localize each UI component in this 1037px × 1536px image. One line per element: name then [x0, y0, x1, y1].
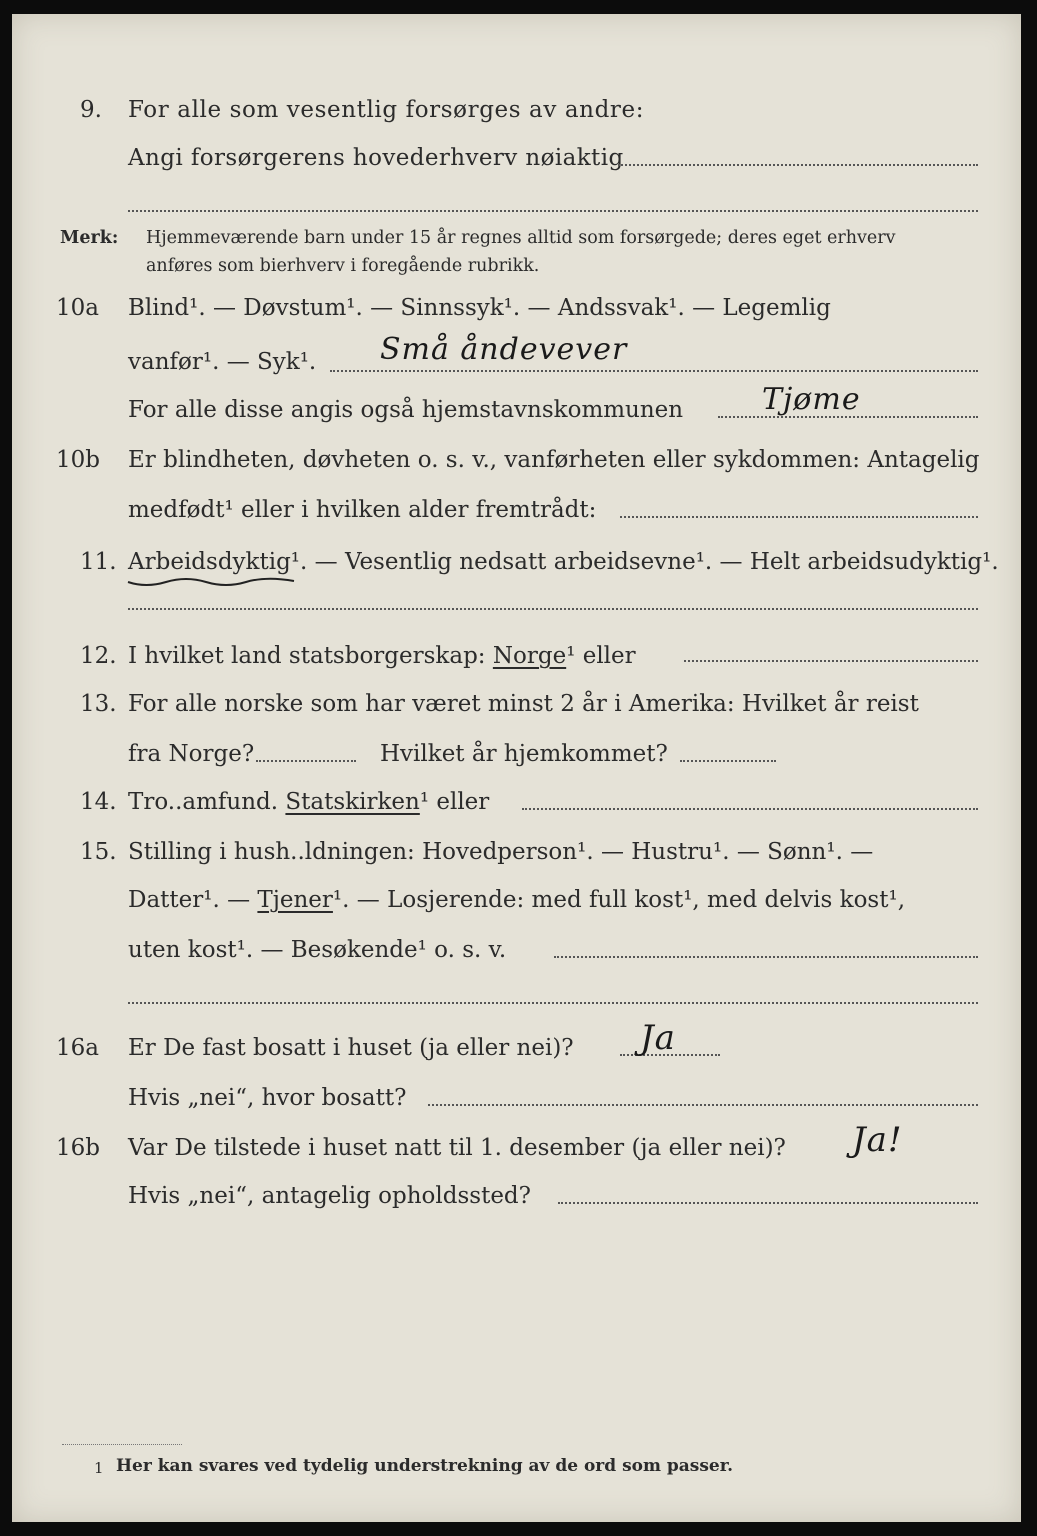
q15-other-options: ¹. — Losjerende: med full kost¹, med delvis kost¹,	[332, 887, 906, 913]
q10b-question-1: Er blindheten, døvheten o. s. v., vanførheten eller sykdommen: Antagelig	[128, 447, 980, 473]
merk-text-1: Hjemmeværende barn under 15 år regnes alltid som forsørgede; deres eget erhverv	[146, 228, 896, 248]
merk-label: Merk:	[60, 228, 119, 248]
q10a-options-2: vanfør¹. — Syk¹.	[128, 349, 317, 375]
q13-departure-line[interactable]	[256, 760, 356, 762]
q14-number: 14.	[80, 789, 117, 815]
q13-return-label: Hvilket år hjemkommet?	[380, 741, 668, 767]
q12-label: I hvilket land statsborgerskap:	[128, 643, 486, 669]
footnote-text: Her kan svares ved tydelig understrekning av de ord som passer.	[116, 1456, 734, 1476]
q10a-options-1: Blind¹. — Døvstum¹. — Sinnssyk¹. — Andssvak¹. — Legemlig	[128, 295, 831, 321]
q16b-location-line[interactable]	[558, 1202, 978, 1204]
footnote-rule	[62, 1444, 182, 1445]
q16b-number: 16b	[56, 1135, 100, 1161]
q11-other-options: ¹. — Vesentlig nedsatt arbeidsevne¹. — Helt arbeidsudyktig¹.	[290, 549, 999, 575]
q12-answer-line[interactable]	[684, 660, 978, 662]
q12-option-norge[interactable]: Norge	[492, 643, 567, 669]
q9-number: 9.	[80, 97, 102, 123]
q10a-handwritten-hometown: Tjøme	[762, 382, 861, 417]
q10a-number: 10a	[56, 295, 99, 321]
q14-label: Tro..amfund.	[128, 789, 279, 815]
q10a-handwritten-answer: Små åndevever	[380, 332, 628, 367]
q10a-answer-line[interactable]	[330, 370, 978, 372]
q13-departure-label: fra Norge?	[128, 741, 255, 767]
q15-options-2	[128, 886, 905, 914]
q14-option-statskirken[interactable]: Statskirken	[285, 789, 420, 815]
q12-question	[128, 642, 636, 670]
q15-options-1: Stilling i hush..ldningen: Hovedperson¹. — Hustru¹. — Sønn¹. —	[128, 839, 874, 865]
q9-answer-line-2[interactable]	[128, 210, 978, 212]
q13-return-line[interactable]	[680, 760, 776, 762]
q13-number: 13.	[80, 691, 117, 717]
q14-answer-line[interactable]	[522, 808, 978, 810]
q12-number: 12.	[80, 643, 117, 669]
q11-underline-mark	[126, 576, 296, 588]
q9-subquestion: Angi forsørgerens hovederhverv nøiaktig	[128, 145, 624, 171]
q11-option-arbeidsdyktig[interactable]: Arbeidsdyktig	[128, 549, 291, 575]
q14-question	[128, 788, 489, 816]
q15-options-3: uten kost¹. — Besøkende¹ o. s. v.	[128, 937, 507, 963]
q16a-handwritten-answer: Ja	[640, 1018, 676, 1058]
q10b-number: 10b	[56, 447, 100, 473]
q16b-location-label: Hvis „nei“, antagelig opholdssted?	[128, 1183, 531, 1209]
q10a-hometown-label: For alle disse angis også hjemstavnskommunen	[128, 397, 684, 423]
merk-text-2: anføres som bierhverv i foregående rubrikk.	[146, 256, 540, 276]
q15-answer-line-2[interactable]	[128, 1002, 978, 1004]
q15-option-tjener[interactable]: Tjener	[257, 887, 333, 913]
q16b-question: Var De tilstede i huset natt til 1. desember (ja eller nei)?	[128, 1135, 786, 1161]
q9-question: For alle som vesentlig forsørges av andre:	[128, 97, 645, 123]
form-page	[12, 14, 1021, 1522]
q9-answer-line[interactable]	[618, 164, 978, 166]
q16a-residence-label: Hvis „nei“, hvor bosatt?	[128, 1085, 407, 1111]
q15-datter: Datter¹. —	[128, 887, 251, 913]
q16a-number: 16a	[56, 1035, 99, 1061]
q15-answer-line[interactable]	[554, 956, 978, 958]
q16a-residence-line[interactable]	[428, 1104, 978, 1106]
q16a-question: Er De fast bosatt i huset (ja eller nei)?	[128, 1035, 574, 1061]
q10b-question-2: medfødt¹ eller i hvilken alder fremtrådt:	[128, 497, 597, 523]
q10b-answer-line[interactable]	[620, 516, 978, 518]
q16b-handwritten-answer: Ja!	[852, 1120, 903, 1160]
q14-eller: ¹ eller	[419, 789, 490, 815]
q11-options	[128, 548, 999, 576]
q11-answer-line[interactable]	[128, 608, 978, 610]
footnote-mark: 1	[94, 1459, 104, 1477]
q13-question: For alle norske som har været minst 2 år i Amerika: Hvilket år reist	[128, 691, 919, 717]
q15-number: 15.	[80, 839, 117, 865]
q11-number: 11.	[80, 549, 117, 575]
q12-eller: ¹ eller	[566, 643, 636, 669]
